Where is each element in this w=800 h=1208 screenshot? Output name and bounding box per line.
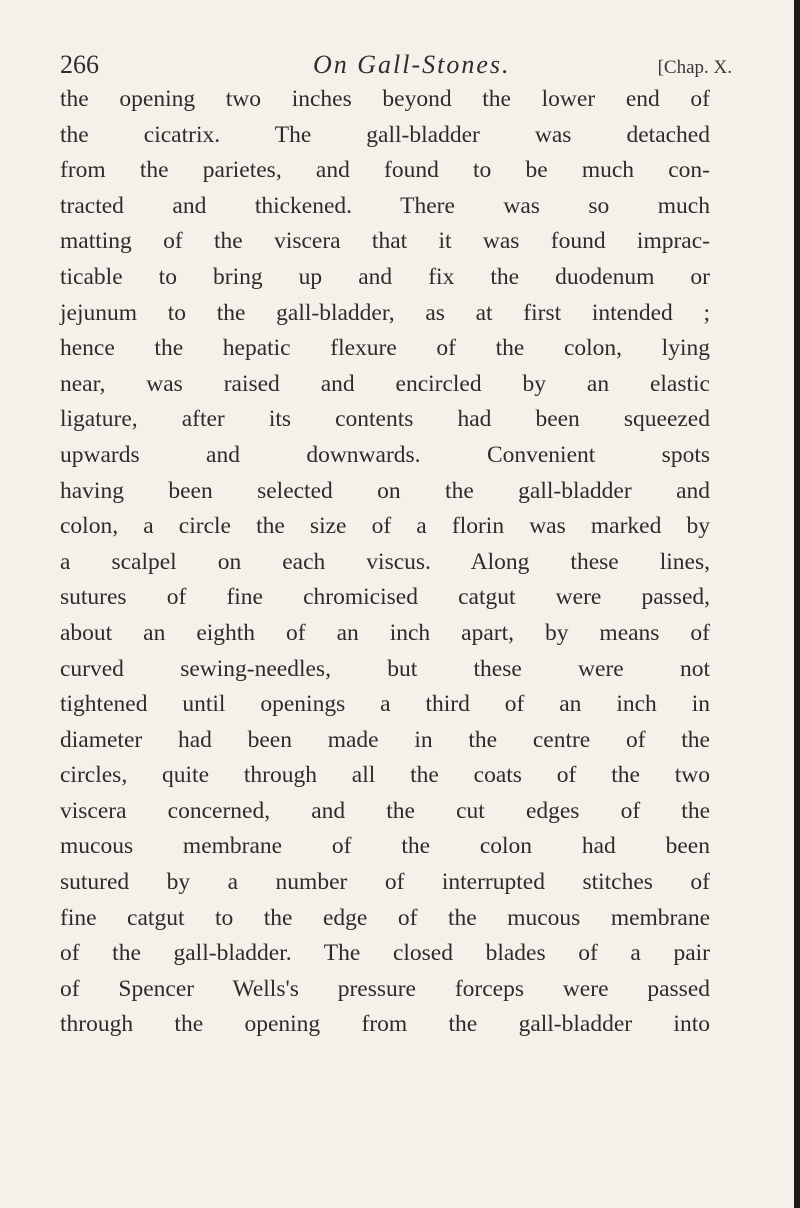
text-line: jejunum to the gall-bladder, as at first intended ;	[60, 299, 710, 326]
body-text	[60, 82, 710, 1043]
running-title: On Gall-Stones.	[313, 50, 511, 79]
text-line: of the gall-bladder. The closed blades of a pair	[60, 940, 710, 967]
text-line: mucous membrane of the colon had been	[60, 833, 710, 860]
text-line: tracted and thickened. There was so much	[60, 192, 710, 219]
text-line: circles, quite through all the coats of the two	[60, 762, 710, 789]
text-line: tightened until openings a third of an inch in	[60, 691, 710, 718]
text-line: matting of the viscera that it was found imprac-	[60, 228, 710, 255]
text-line: near, was raised and encircled by an elastic	[60, 370, 710, 397]
text-line: a scalpel on each viscus. Along these lines,	[60, 548, 710, 575]
text-line: ligature, after its contents had been squeezed	[60, 406, 710, 433]
text-line: sutured by a number of interrupted stitches of	[60, 869, 710, 896]
page-edge-border	[794, 0, 800, 1208]
text-line: ticable to bring up and fix the duodenum or	[60, 263, 710, 290]
text-line: sutures of fine chromicised catgut were passed,	[60, 584, 710, 611]
text-line: having been selected on the gall-bladder and	[60, 477, 710, 504]
page-number: 266	[60, 50, 99, 79]
text-line: viscera concerned, and the cut edges of the	[60, 797, 710, 824]
text-line: about an eighth of an inch apart, by means of	[60, 619, 710, 646]
text-line: colon, a circle the size of a florin was marked by	[60, 513, 710, 540]
text-line: upwards and downwards. Convenient spots	[60, 441, 710, 468]
text-line: the opening two inches beyond the lower end of	[60, 86, 710, 112]
text-line: fine catgut to the edge of the mucous membrane	[60, 904, 710, 931]
text-line: of Spencer Wells's pressure forceps were passed	[60, 975, 710, 1002]
text-line: through the opening from the gall-bladder into	[60, 1011, 710, 1038]
text-line: hence the hepatic flexure of the colon, lying	[60, 335, 710, 362]
text-line: the cicatrix. The gall-bladder was detached	[60, 121, 710, 148]
chapter-reference: [Chap. X.	[657, 57, 732, 78]
text-line: curved sewing-needles, but these were not	[60, 655, 710, 682]
text-line: diameter had been made in the centre of the	[60, 726, 710, 753]
text-line: from the parietes, and found to be much con-	[60, 157, 710, 184]
